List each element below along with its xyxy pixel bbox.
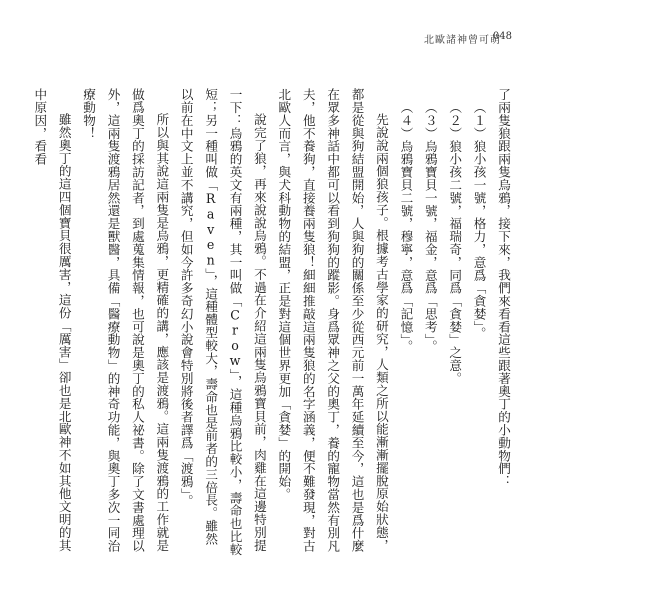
body-paragraph-continued: 了兩隻狼跟兩隻烏鴉，接下來，我們來看看這些跟著奧丁的小動物們：	[496, 88, 511, 488]
running-head-title: 北歐諸神曾可萌	[424, 35, 501, 46]
body-text-column-block	[32, 88, 515, 558]
body-paragraph-final: 雖然奧丁的這四個寶貝很厲害，這份「厲害」卻也是北歐神不如其他文明的其中原因，看看	[32, 88, 72, 552]
list-item-raven-2: （４）烏鴉寶貝二號，穆寧，意爲「記憶」。	[398, 100, 414, 353]
list-item-raven-1: （３）烏鴉寶貝一號，福金，意爲「思考」。	[422, 100, 438, 353]
page-number: 048	[492, 31, 512, 42]
body-paragraph-wolves: 先說說兩個狼孩子。根據考古學家的研究，人類之所以能漸漸擺脫原始狀態，都是從與狗結盟開始，人與狗的關係至少從西元前一萬年延續至今，這也是爲什麼在眾多神話中都可以看到狗狗的蹤影。身爲眾神之父的奧丁，養的寵物當然有別凡夫，他不養狗，直接養兩隻狼！細細推敲這兩隻狼的名字涵義，便不難發現，對古北歐人而言，與犬科動物的結盟，正是對這個世界更加「貪婪」的開始。	[276, 88, 389, 553]
body-paragraph-crows: 說完了狼，再來說說烏鴉。不過在介紹這兩隻烏鴉寶貝前，肉雞在這邊特別提一下：烏鴉的英文有兩種，其一叫做「Crow」，這種烏鴉比較小，壽命也比較短；另一種叫做「Raven」，這種體型較大，壽命也是前者的三倍長。雖然以前在中文上並不講究，但如今許多奇幻小說會特別將後者譯爲「渡鴉」。	[178, 88, 267, 556]
list-item-wolf-2: （２）狼小孩二號，福瑞奇，同爲「貪婪」之意。	[447, 100, 463, 385]
list-item-wolf-1: （１）狼小孩一號，格力，意爲「貪婪」。	[471, 100, 487, 340]
body-paragraph-ravens: 所以與其說這兩隻是烏鴉，更精確的講，應該是渡鴉。這兩隻渡鴉的工作就是做爲奧丁的採訪記者，到處蒐集情報，也可說是奧丁的私人祕書。除了文書處理以外，這兩隻渡鴉居然還是獸醫，具備「醫療動物」的神奇功能，與奧丁多次一同治療動物！	[81, 88, 170, 553]
